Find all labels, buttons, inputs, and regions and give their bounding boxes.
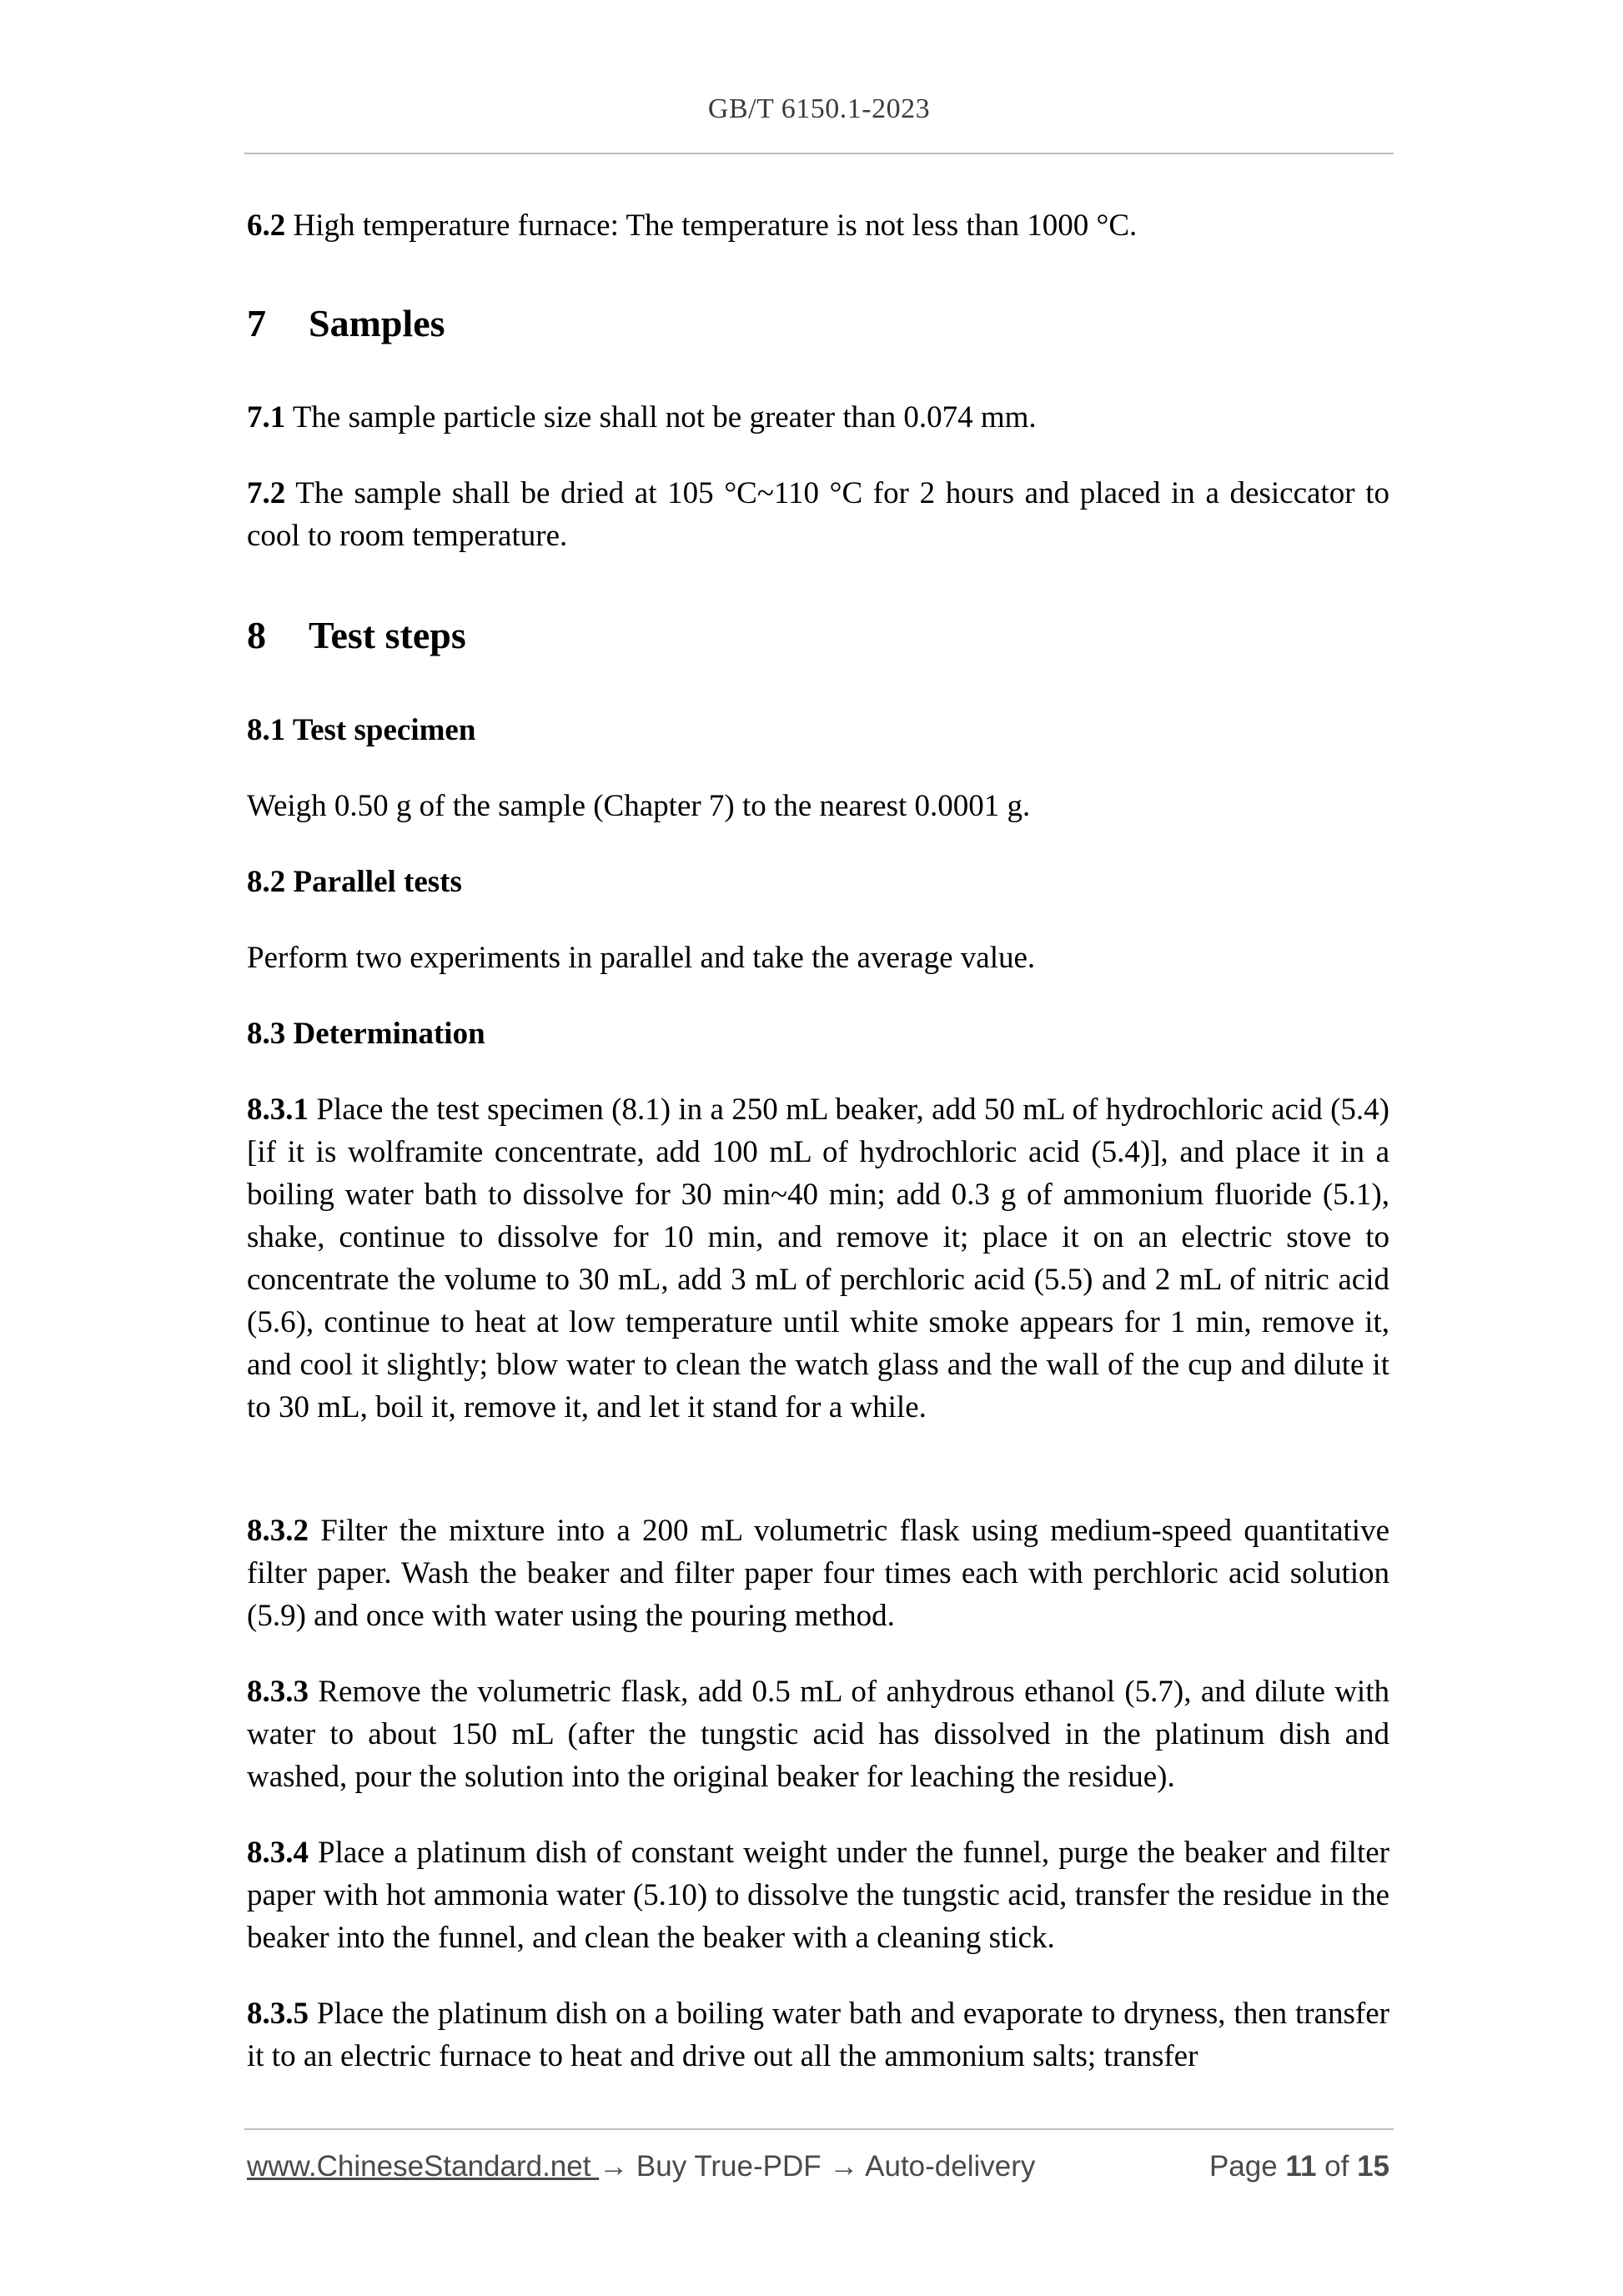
header-divider bbox=[244, 153, 1394, 154]
page-label: Page bbox=[1208, 2150, 1286, 2183]
clause-6-2 bbox=[247, 204, 1389, 247]
arrow-right-icon: → bbox=[829, 2150, 859, 2183]
clause-number: 8.3.3 bbox=[247, 1675, 309, 1709]
clause-text: Filter the mixture into a 200 mL volumetric flask using medium-speed quantitative filter paper. Wash the beaker and filter paper four times each with perchloric acid solution (5.9) and once with water using the pouring method. bbox=[247, 1514, 1389, 1633]
total-pages: 15 bbox=[1357, 2150, 1389, 2183]
clause-text: Place the platinum dish on a boiling water bath and evaporate to dryness, then transfer it to an electric furnace to heat and drive out all the ammonium salts; transfer bbox=[247, 1997, 1389, 2073]
clause-text: Place the test specimen (8.1) in a 250 mL beaker, add 50 mL of hydrochloric acid (5.4) [if it is wolframite concentrate, add 100 mL of hydrochloric acid (5.4)], and place it in a boiling water bath to dissolve for 30 min~40 min; add 0.3 g of ammonium fluoride (5.1), shake, continue to dissolve for 10 min, and remove it; place it on an electric stove to concentrate the volume to 30 mL, add 3 mL of perchloric acid (5.5) and 2 mL of nitric acid (5.6), continue to heat at low temperature until white smoke appears for 1 min, remove it, and cool it slightly; blow water to clean the watch glass and the wall of the cup and dilute it to 30 mL, boil it, remove it, and let it stand for a while. bbox=[247, 1093, 1389, 1424]
clause-number: 8.3.5 bbox=[247, 1997, 309, 2031]
clause-text: The sample particle size shall not be greater than 0.074 mm. bbox=[285, 400, 1037, 435]
page-header: GB/T 6150.1-2023 bbox=[707, 93, 931, 124]
section-title: Test steps bbox=[309, 614, 466, 656]
clause-text: High temperature furnace: The temperature is not less than 1000 °C. bbox=[285, 208, 1138, 243]
clause-number: 7.2 bbox=[247, 476, 286, 510]
of-label: of bbox=[1316, 2150, 1358, 2183]
clause-number: 8.3.1 bbox=[247, 1093, 309, 1127]
clause-8-3-3 bbox=[247, 1671, 1389, 1798]
clause-number: 8.3.2 bbox=[247, 1514, 309, 1548]
clause-text: Place a platinum dish of constant weight under the funnel, purge the beaker and filter paper with hot ammonia water (5.10) to dissolve the tungstic acid, transfer the residue in the beaker into the funnel, and clean the beaker with a cleaning stick. bbox=[247, 1836, 1389, 1955]
subsection-heading-8-2: 8.2 Parallel tests bbox=[247, 865, 462, 899]
section-number: 8 bbox=[247, 614, 266, 656]
section-heading-8 bbox=[247, 610, 466, 661]
clause-text: Remove the volumetric flask, add 0.5 mL of anhydrous ethanol (5.7), and dilute with water to about 150 mL (after the tungstic acid has dissolved in the platinum dish and washed, pour the solution into the original beaker for leaching the residue). bbox=[247, 1675, 1389, 1794]
section-title: Samples bbox=[309, 302, 445, 344]
footer-divider bbox=[244, 2128, 1394, 2130]
footer-buy-text: Buy True-PDF bbox=[628, 2150, 830, 2183]
page-number bbox=[1209, 2150, 1389, 2183]
clause-number: 6.2 bbox=[247, 208, 286, 243]
paragraph-8-1: Weigh 0.50 g of the sample (Chapter 7) to the nearest 0.0001 g. bbox=[247, 789, 1031, 823]
subsection-heading-8-1: 8.1 Test specimen bbox=[247, 713, 476, 747]
section-number: 7 bbox=[247, 302, 266, 344]
clause-8-3-1 bbox=[247, 1088, 1389, 1429]
clause-7-2 bbox=[247, 472, 1389, 557]
website-link[interactable]: www.ChineseStandard.net bbox=[247, 2150, 600, 2183]
subsection-heading-8-3: 8.3 Determination bbox=[247, 1017, 485, 1051]
footer-delivery-text: Auto-delivery bbox=[858, 2150, 1036, 2183]
clause-8-3-2 bbox=[247, 1510, 1389, 1637]
footer-promo bbox=[247, 2150, 1035, 2183]
clause-7-1 bbox=[247, 396, 1389, 439]
clause-text: The sample shall be dried at 105 °C~110 °C for 2 hours and placed in a desiccator to cool to room temperature. bbox=[247, 476, 1389, 553]
paragraph-8-2: Perform two experiments in parallel and take the average value. bbox=[247, 941, 1036, 975]
clause-8-3-4 bbox=[247, 1831, 1389, 1959]
section-heading-7 bbox=[247, 299, 445, 349]
clause-number: 7.1 bbox=[247, 400, 286, 435]
clause-number: 8.3.4 bbox=[247, 1836, 309, 1870]
arrow-right-icon: → bbox=[599, 2150, 629, 2183]
current-page: 11 bbox=[1285, 2150, 1317, 2183]
clause-8-3-5 bbox=[247, 1992, 1389, 2077]
page-footer bbox=[247, 2150, 1389, 2183]
